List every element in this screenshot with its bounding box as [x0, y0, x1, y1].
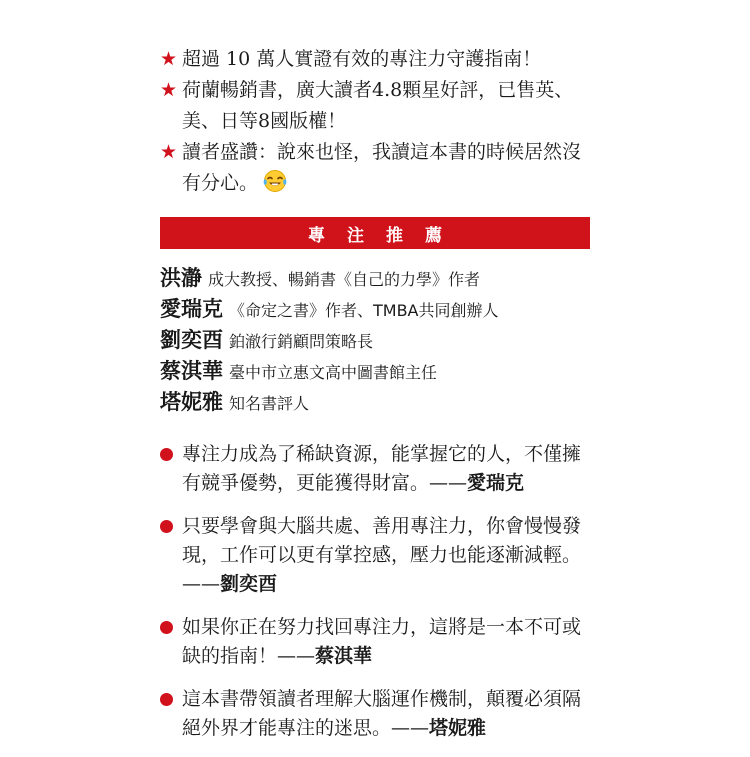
quote-text: 只要學會與大腦共處、善用專注力，你會慢慢發現，工作可以更有掌控感，壓力也能逐漸減輕。: [182, 515, 582, 566]
quote-text: 專注力成為了稀缺資源，能掌握它的人，不僅擁有競爭優勢，更能獲得財富。: [182, 443, 582, 494]
highlight-text: 讀者盛讚：說來也怪，我讀這本書的時候居然沒有分心。: [182, 141, 582, 194]
quote-item: [160, 613, 590, 671]
quote-item: [160, 512, 590, 599]
quote-dash: ——: [277, 645, 316, 667]
highlight-item: [160, 75, 590, 137]
recommender-title: 成大教授、暢銷書《自己的力學》作者: [208, 270, 481, 289]
highlights-list: [160, 44, 590, 203]
quote-dash: ——: [182, 573, 220, 595]
recommendation-banner: 專注推薦: [160, 217, 590, 249]
recommender-title: 臺中市立惠文高中圖書館主任: [229, 363, 438, 382]
recommender-row: [160, 263, 590, 294]
quote-dash: ——: [391, 717, 430, 739]
red-star-icon: ★: [160, 141, 178, 163]
recommender-title: 知名書評人: [229, 394, 310, 413]
red-bullet-icon: [160, 512, 182, 533]
quote-item: [160, 440, 590, 498]
highlight-text: 荷蘭暢銷書，廣大讀者4.8顆星好評，已售英、美、日等8國版權！: [182, 79, 574, 132]
quote-author: 蔡淇華: [315, 645, 373, 667]
quote-dash: ——: [429, 472, 468, 494]
quote-text: 這本書帶領讀者理解大腦運作機制，顛覆必須隔絕外界才能專注的迷思。: [182, 688, 582, 739]
recommender-row: [160, 294, 590, 325]
recommender-name: 愛瑞克: [160, 297, 223, 321]
recommender-name: 蔡淇華: [160, 359, 223, 383]
tears-of-joy-emoji-icon: [262, 169, 288, 203]
red-star-icon: ★: [160, 48, 178, 70]
quotes-list: [160, 440, 590, 743]
quote-author: 愛瑞克: [467, 472, 525, 494]
quote-item: [160, 685, 590, 743]
recommender-name: 洪瀞: [160, 266, 202, 290]
recommender-row: [160, 325, 590, 356]
recommender-row: [160, 356, 590, 387]
red-bullet-icon: [160, 440, 182, 461]
red-star-icon: ★: [160, 79, 178, 101]
recommender-name: 塔妮雅: [160, 390, 223, 414]
highlight-item: [160, 137, 590, 203]
red-bullet-icon: [160, 685, 182, 706]
red-bullet-icon: [160, 613, 182, 634]
recommender-title: 《命定之書》作者、TMBA共同創辦人: [229, 301, 499, 320]
recommenders-list: [160, 263, 590, 418]
quote-author: 劉奕酉: [220, 573, 278, 595]
quote-author: 塔妮雅: [429, 717, 487, 739]
quote-text: 如果你正在努力找回專注力，這將是一本不可或缺的指南！: [182, 616, 582, 667]
highlight-item: [160, 44, 590, 75]
highlight-text: 超過 10 萬人實證有效的專注力守護指南！: [182, 48, 542, 70]
recommender-row: [160, 387, 590, 418]
recommender-name: 劉奕酉: [160, 328, 223, 352]
book-promo-page: [160, 44, 590, 757]
recommender-title: 鉑澈行銷顧問策略長: [229, 332, 374, 351]
